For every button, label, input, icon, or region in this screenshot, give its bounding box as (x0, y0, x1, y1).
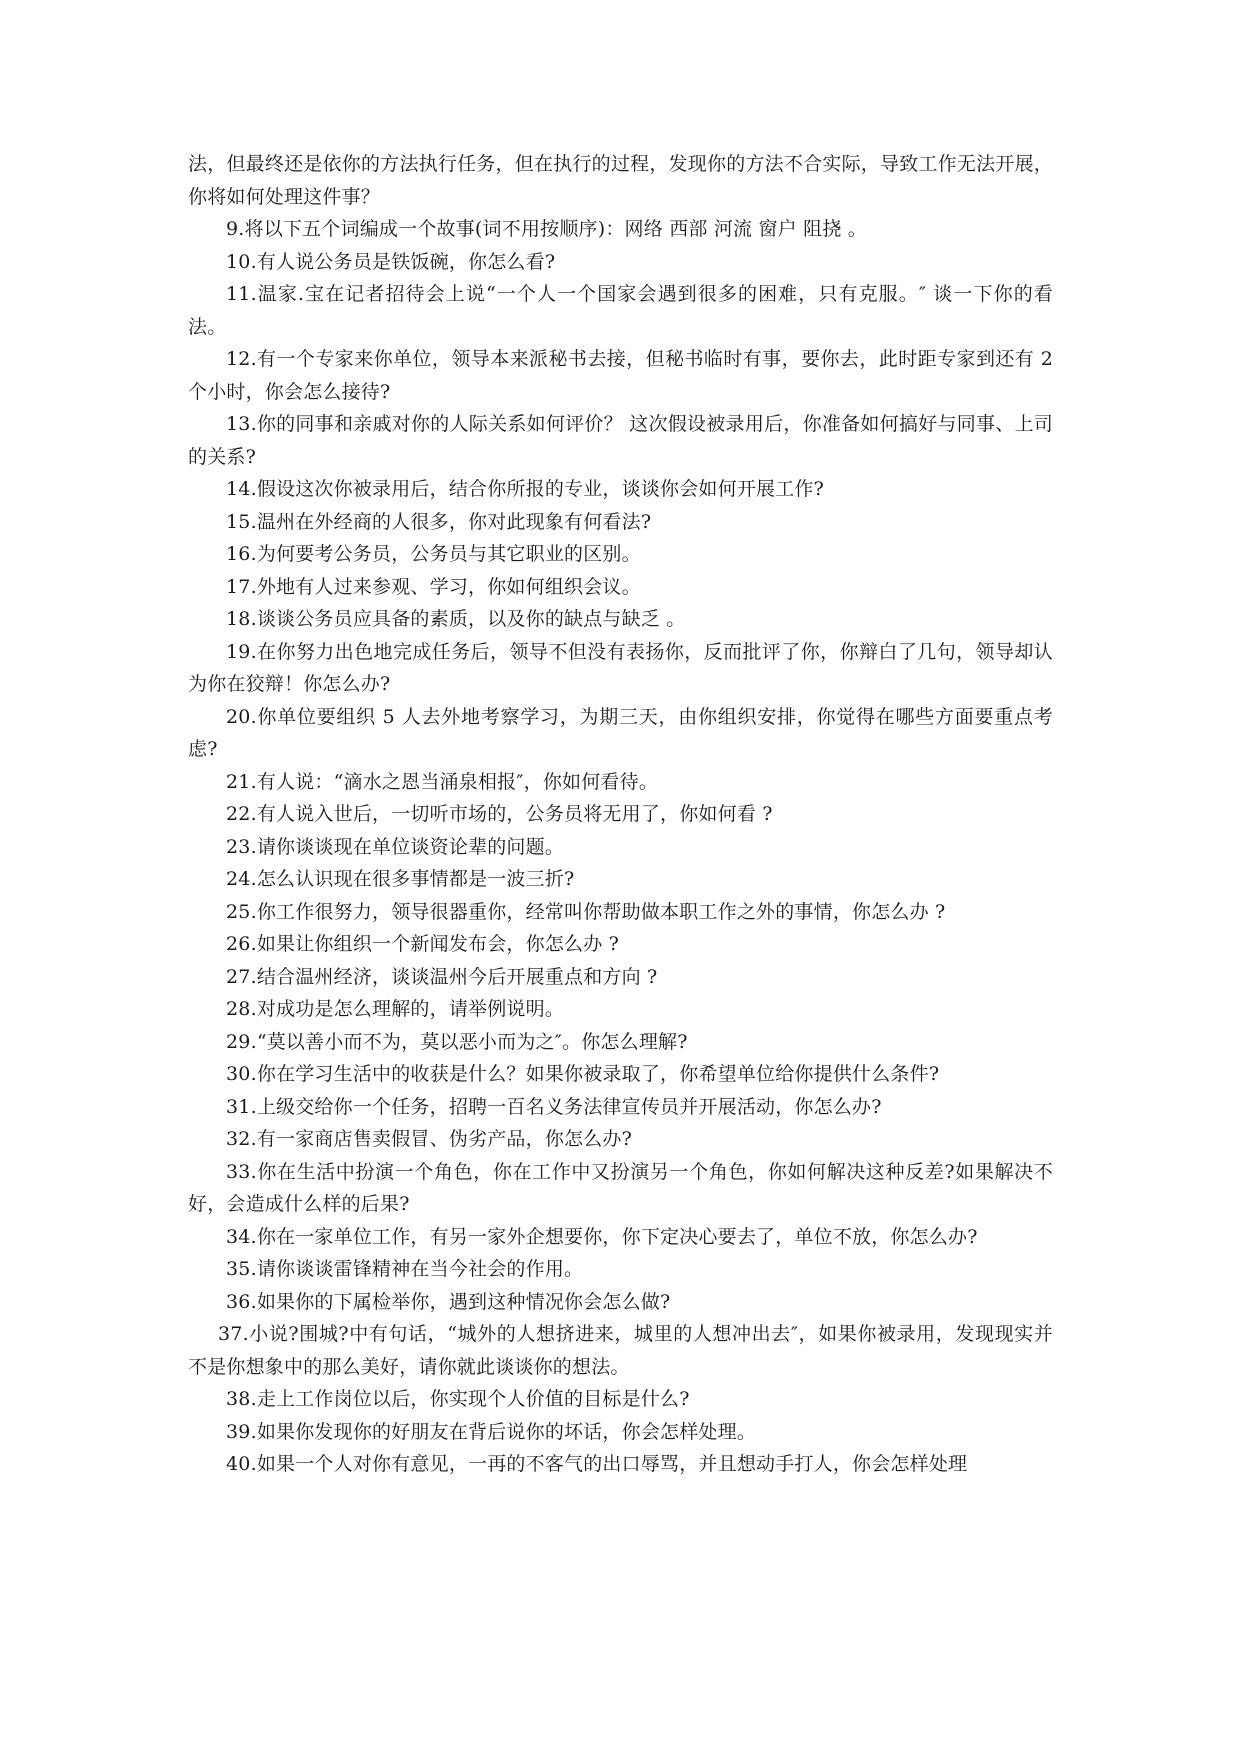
question-20: 20.你单位要组织 5 人去外地考察学习，为期三天，由你组织安排，你觉得在哪些方面要重点考虑? (188, 705, 1053, 760)
question-33: 33.你在生活中扮演一个角色，你在工作中又扮演另一个角色，你如何解决这种反差?如果解决不好，会造成什么样的后果? (188, 1160, 1053, 1215)
question-39: 39.如果你发现你的好朋友在背后说你的坏话，你会怎样处理。 (226, 1420, 757, 1443)
question-32: 32.有一家商店售卖假冒、伪劣产品，你怎么办? (226, 1128, 633, 1150)
question-27: 27.结合温州经济，谈谈温州今后开展重点和方向 ? (226, 965, 658, 988)
question-11: 11.温家.宝在记者招待会上说“一个人一个国家会遇到很多的困难，只有克服。″ 谈一下你的看法。 (188, 283, 1053, 338)
question-37: 37.小说?围城?中有句话，“城外的人想挤进来，城里的人想冲出去″，如果你被录用，发现现实并不是你想象中的那么美好，请你就此谈谈你的想法。 (188, 1323, 1053, 1378)
document-page (188, 148, 1053, 1481)
question-18: 18.谈谈公务员应具备的素质，以及你的缺点与缺乏 。 (226, 608, 686, 630)
question-36: 36.如果你的下属检举你，遇到这种情况你会怎么做? (226, 1290, 671, 1313)
paragraph-q8-continuation: 法，但最终还是依你的方法执行任务，但在执行的过程，发现你的方法不合实际，导致工作无法开展，你将如何处理这件事？ (188, 153, 1053, 208)
question-10: 10.有人说公务员是铁饭碗，你怎么看? (226, 250, 556, 273)
question-26: 26.如果让你组织一个新闻发布会，你怎么办 ? (226, 933, 620, 955)
question-34: 34.你在一家单位工作，有另一家外企想要你，你下定决心要去了，单位不放，你怎么办? (226, 1225, 978, 1248)
question-9: 9.将以下五个词编成一个故事(词不用按顺序)：网络 西部 河流 窗户 阻挠 。 (226, 218, 867, 240)
question-25: 25.你工作很努力，领导很器重你，经常叫你帮助做本职工作之外的事情，你怎么办 ? (226, 900, 946, 923)
question-31: 31.上级交给你一个任务，招聘一百名义务法律宣传员并开展活动，你怎么办? (226, 1095, 882, 1118)
question-15: 15.温州在外经商的人很多，你对此现象有何看法? (226, 510, 652, 533)
question-30: 30.你在学习生活中的收获是什么？如果你被录取了，你希望单位给你提供什么条件? (226, 1063, 940, 1085)
question-16: 16.为何要考公务员，公务员与其它职业的区别。 (226, 543, 641, 565)
question-24: 24.怎么认识现在很多事情都是一波三折? (226, 868, 575, 890)
question-14: 14.假设这次你被录用后，结合你所报的专业，谈谈你会如何开展工作? (226, 478, 825, 500)
question-29: 29.“莫以善小而不为，莫以恶小而为之″。你怎么理解? (226, 1030, 688, 1053)
question-21: 21.有人说：“滴水之恩当涌泉相报″，你如何看待。 (226, 770, 659, 793)
question-12: 12.有一个专家来你单位，领导本来派秘书去接，但秘书临时有事，要你去，此时距专家到还有 2 个小时，你会怎么接待? (188, 348, 1053, 403)
question-17: 17.外地有人过来参观、学习，你如何组织会议。 (226, 575, 641, 598)
question-28: 28.对成功是怎么理解的，请举例说明。 (226, 998, 565, 1020)
question-40: 40.如果一个人对你有意见，一再的不客气的出口辱骂，并且想动手打人，你会怎样处理 (226, 1453, 968, 1475)
question-35: 35.请你谈谈雷锋精神在当今社会的作用。 (226, 1258, 584, 1280)
question-13: 13.你的同事和亲戚对你的人际关系如何评价？ 这次假设被录用后，你准备如何搞好与同事、上司的关系? (188, 413, 1053, 468)
question-23: 23.请你谈谈现在单位谈资论辈的问题。 (226, 835, 565, 858)
question-38: 38.走上工作岗位以后，你实现个人价值的目标是什么? (226, 1388, 690, 1410)
question-22: 22.有人说入世后，一切听市场的，公务员将无用了，你如何看 ? (226, 803, 773, 825)
question-19: 19.在你努力出色地完成任务后，领导不但没有表扬你，反而批评了你，你辩白了几句，领导却认为你在狡辩！你怎么办? (188, 640, 1053, 695)
